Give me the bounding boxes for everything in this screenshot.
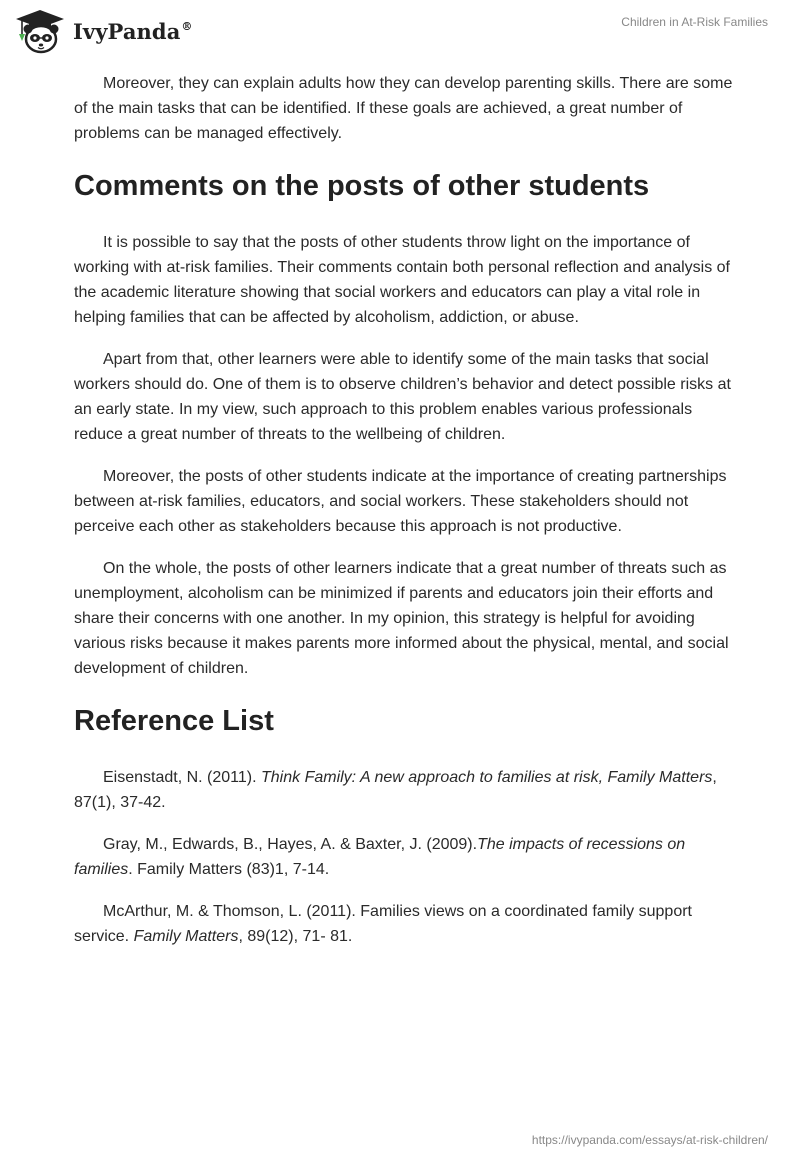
essay-body — [74, 71, 734, 966]
reference-item — [74, 832, 734, 882]
comments-paragraph-1: It is possible to say that the posts of other students throw light on the importance of working with at-risk families. Their comments contain both personal reflection and analysis of the academic literature showing that social workers and educators can play a vital role in helping families that can be affected by alcoholism, addiction, or abuse. — [74, 234, 730, 326]
reference-text: , 87(1), 37-42. — [74, 769, 717, 811]
reference-item — [74, 899, 734, 949]
comments-paragraph-4: On the whole, the posts of other learners indicate that a great number of threats such as unemployment, alcoholism can be minimized if parents and educators join their efforts and share their concerns with one another. In my opinion, this strategy is helpful for avoiding various risks because it makes parents more informed about the physical, mental, and social development of children. — [74, 560, 729, 677]
reference-list-heading: Reference List — [74, 705, 274, 737]
comments-heading: Comments on the posts of other students — [74, 170, 650, 202]
comments-paragraph-2: Apart from that, other learners were able to identify some of the main tasks that social workers should do. One of them is to observe children’s behavior and detect possible risks at an early state. In my view, such approach to this problem enables various professionals reduce a great number of threats to the wellbeing of children. — [74, 351, 731, 443]
reference-text: McArthur, M. & Thomson, L. (2011). Families views on a coordinated family support service. — [74, 903, 692, 945]
registered-mark: ® — [181, 19, 193, 33]
reference-text: . Family Matters (83)1, 7-14. — [128, 861, 330, 878]
panda-graduate-icon — [14, 8, 66, 54]
reference-text: Eisenstadt, N. (2011). — [103, 769, 261, 786]
reference-title: Think Family: A new approach to families at risk, Family Matters — [261, 769, 713, 786]
brand-name: IvyPanda® — [73, 18, 193, 44]
reference-item — [74, 765, 734, 815]
reference-title: Family Matters — [133, 928, 239, 945]
reference-title: The impacts of recessions on families — [74, 836, 686, 878]
running-title: Children in At-Risk Families — [621, 15, 768, 29]
reference-text: Gray, M., Edwards, B., Hayes, A. & Baxter, J. (2009). — [103, 836, 478, 853]
ivypanda-logo[interactable] — [14, 8, 193, 54]
reference-text: , 89(12), 71- 81. — [238, 928, 353, 945]
source-url-link[interactable]: https://ivypanda.com/essays/at-risk-children/ — [531, 1133, 768, 1147]
page-header — [0, 0, 800, 60]
intro-paragraph: Moreover, they can explain adults how they can develop parenting skills. There are some of the main tasks that can be identified. If these goals are achieved, a great number of problems can be managed effectively. — [74, 75, 733, 142]
comments-paragraph-3: Moreover, the posts of other students indicate at the importance of creating partnerships between at-risk families, educators, and social workers. These stakeholders should not perceive each other as stakeholders because this approach is not productive. — [74, 468, 727, 535]
